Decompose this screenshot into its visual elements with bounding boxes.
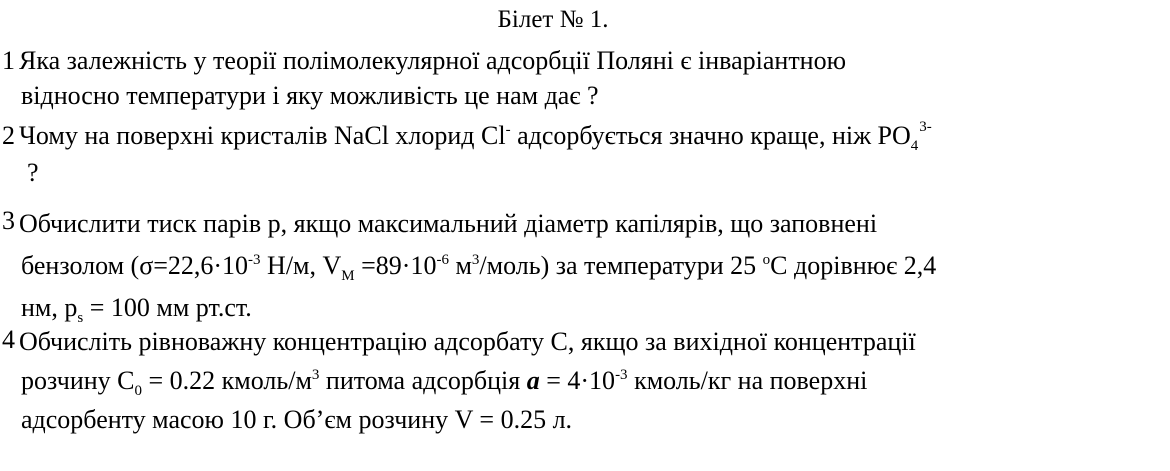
question-line: ?	[27, 158, 39, 187]
subscript: 4	[910, 138, 919, 154]
question-text	[19, 118, 1122, 193]
question-line	[19, 361, 1122, 400]
superscript: -3	[248, 252, 261, 268]
question-text	[19, 43, 1122, 113]
question-line	[19, 118, 1122, 153]
question-number: 4	[2, 325, 15, 354]
text-run: /моль) за температури 25	[479, 251, 763, 280]
text-run: кмоль/кг на поверхні	[627, 366, 868, 395]
text-run: м	[448, 251, 472, 280]
question-line	[19, 245, 1122, 287]
question-number: 3	[2, 206, 15, 235]
text-run: розчину С	[21, 366, 135, 395]
question-4	[2, 322, 1122, 439]
text-run: адсорбується значно краще, ніж PO	[510, 121, 911, 150]
text-run: = 100 мм рт.ст.	[83, 293, 252, 322]
subscript: 0	[134, 383, 142, 399]
superscript: -6	[436, 252, 449, 268]
superscript: -3	[615, 367, 628, 383]
question-line: Обчислити тиск парів р, якщо максимальний діаметр капілярів, що заповнені	[19, 209, 878, 238]
subscript: s	[77, 310, 84, 326]
question-3	[2, 200, 1122, 329]
subscript: M	[341, 268, 355, 284]
question-text	[19, 322, 1122, 439]
question-number: 1	[2, 46, 15, 75]
superscript: 3	[311, 367, 320, 383]
text-run: Чому на поверхні кристалів NaCl хлорид Cl	[19, 121, 506, 150]
superscript: 3	[471, 252, 480, 268]
superscript: 3-	[919, 119, 932, 135]
question-1	[2, 43, 1122, 113]
question-number: 2	[2, 121, 15, 150]
text-run: питома адсорбція	[319, 366, 527, 395]
question-text	[19, 203, 1122, 329]
text-run: С дорівнює 2,4	[770, 251, 937, 280]
superscript: о	[762, 252, 771, 268]
question-line: Обчисліть рівноважну концентрацію адсорбату С, якщо за вихідної концентрації	[19, 327, 916, 356]
text-run: = 0.22 кмоль/м	[142, 366, 312, 395]
text-run: бензолом (σ=22,6·10	[21, 251, 249, 280]
question-line: адсорбенту масою 10 г. Об’єм розчину V = 0.25 л.	[21, 405, 573, 434]
superscript: -	[505, 122, 511, 138]
text-run: нм, p	[21, 293, 78, 322]
text-run: Н/м, V	[260, 251, 342, 280]
text-run: = 4·10	[539, 366, 616, 395]
question-2	[2, 118, 1122, 193]
question-line: відносно температури і яку можливість це нам дає ?	[21, 81, 599, 110]
question-line: Яка залежність у теорії полімолекулярної адсорбції Поляні є інваріантною	[19, 46, 847, 75]
adsorption-symbol: a	[526, 366, 540, 395]
text-run: =89·10	[354, 251, 437, 280]
ticket-title: Білет № 1.	[497, 6, 609, 33]
